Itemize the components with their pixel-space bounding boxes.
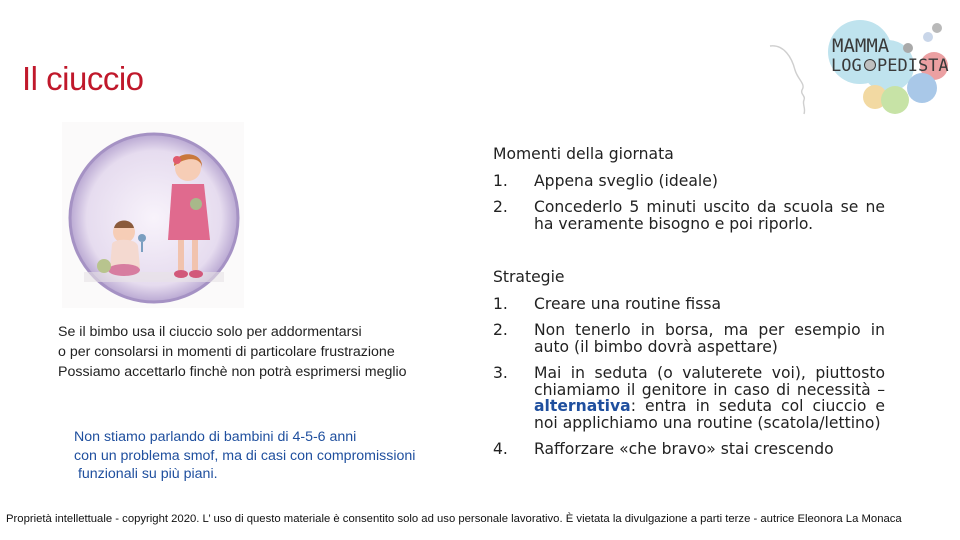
logo-text-line2b: PEDISTA xyxy=(877,56,949,76)
momenti-section xyxy=(493,146,885,242)
logo-text-line2a: LOG xyxy=(831,56,862,76)
mamma-logopedista-logo xyxy=(762,8,960,120)
copyright-footer: Proprietà intellettuale - copyright 2020. L’ uso di questo materiale è consentito solo ad uso personale lavorativo. È vietata la divulgazione a parti terze - autrice Eleonora La Monaca xyxy=(6,513,902,525)
usage-line: o per consolarsi in momenti di particolare frustrazione xyxy=(58,344,395,360)
list-item xyxy=(493,173,885,190)
list-item xyxy=(493,322,885,355)
item-text xyxy=(534,365,885,431)
strategie-heading: Strategie xyxy=(493,268,565,286)
list-item xyxy=(493,441,885,458)
item-text: Non tenerlo in borsa, ma per esempio in auto (il bimbo dovrà aspettare) xyxy=(534,321,885,356)
item-number: 3. xyxy=(493,364,508,382)
note-line: funzionali su più piani. xyxy=(74,466,218,482)
list-item xyxy=(493,365,885,431)
item-number: 2. xyxy=(493,321,508,339)
item-number: 4. xyxy=(493,440,508,458)
page-title: Il ciuccio xyxy=(22,60,144,97)
item-text-part: Mai in seduta (o valuterete voi), piuttosto chiamiamo il genitore in caso di necessità – xyxy=(534,364,885,399)
list-item xyxy=(493,296,885,313)
usage-line: Se il bimbo usa il ciuccio solo per addormentarsi xyxy=(58,324,362,340)
note-line: con un problema smof, ma di casi con compromissioni xyxy=(74,447,416,464)
note-line: Non stiamo parlando di bambini di 4-5-6 anni xyxy=(74,429,357,445)
momenti-heading: Momenti della giornata xyxy=(493,145,674,163)
item-text: Rafforzare «che bravo» stai crescendo xyxy=(534,440,834,458)
logo-text-line1: MAMMA xyxy=(832,35,890,57)
strategie-section xyxy=(493,269,885,468)
item-text-part: : entra in seduta col ciuccio e noi applichiamo una routine (scatola/lettino) xyxy=(534,397,885,432)
highlight-word: alternativa xyxy=(534,397,631,415)
item-number: 2. xyxy=(493,198,508,216)
usage-conditions xyxy=(58,322,478,382)
item-text: Creare una routine fissa xyxy=(534,294,722,313)
usage-line: Possiamo accettarlo finchè non potrà esprimersi meglio xyxy=(58,364,407,380)
item-text: Concederlo 5 minuti uscito da scuola se ne ha veramente bisogno e poi riporlo. xyxy=(534,198,885,233)
item-number: 1. xyxy=(493,294,508,313)
clarification-note xyxy=(74,428,494,484)
item-text: Appena sveglio (ideale) xyxy=(534,171,718,190)
list-item xyxy=(493,199,885,232)
item-number: 1. xyxy=(493,171,508,190)
children-bubble-illustration xyxy=(62,122,244,308)
